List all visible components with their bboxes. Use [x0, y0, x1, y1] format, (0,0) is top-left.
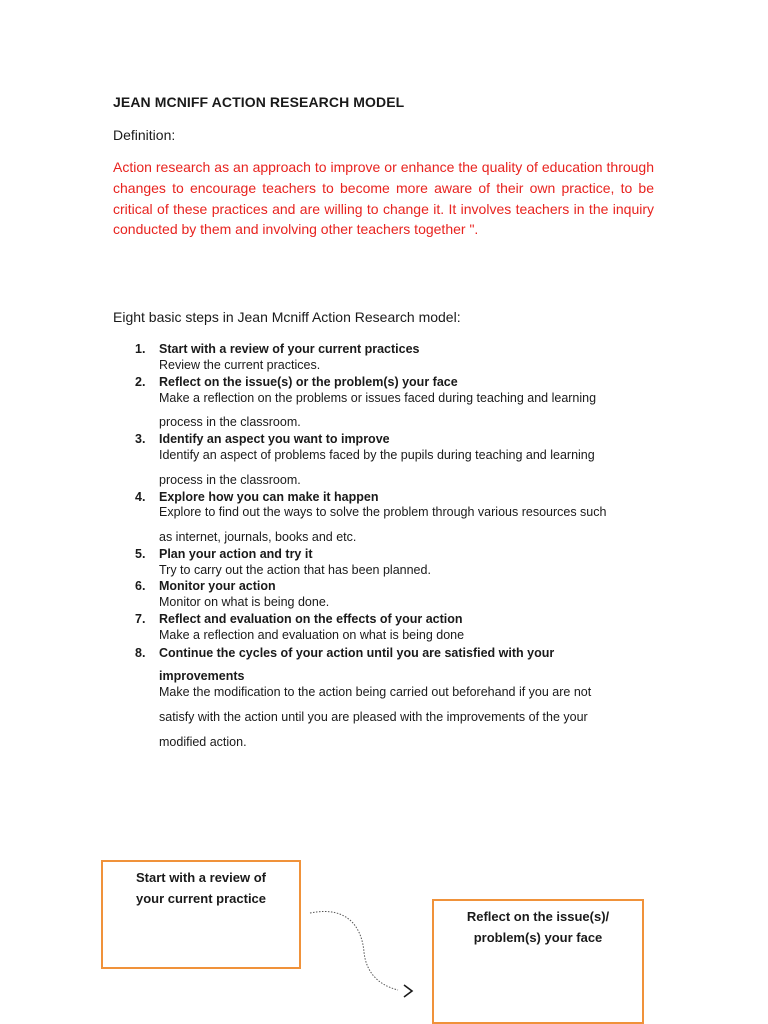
flow-box-text: Reflect on the issue(s)/	[466, 909, 610, 924]
chevron-right-icon	[404, 985, 412, 997]
flow-box-text: problem(s) your face	[473, 929, 603, 945]
step-description: Explore to find out the ways to solve the problem through various resources such	[159, 505, 607, 519]
definition-label: Definition:	[113, 127, 176, 143]
step-description: process in the classroom.	[159, 473, 301, 487]
document-title: JEAN MCNIFF ACTION RESEARCH MODEL	[113, 94, 405, 110]
step-title: Reflect on the issue(s) or the problem(s) your face	[159, 375, 458, 389]
step-number: 6.	[135, 579, 146, 593]
step-description: modified action.	[159, 735, 247, 749]
step-title: Start with a review of your current practices	[159, 342, 420, 356]
step-description: Monitor on what is being done.	[159, 595, 330, 609]
steps-intro: Eight basic steps in Jean Mcniff Action Research model:	[113, 309, 461, 325]
step-number: 7.	[135, 612, 146, 626]
step-number: 4.	[135, 490, 146, 504]
step-description: process in the classroom.	[159, 415, 301, 429]
step-title: Reflect and evaluation on the effects of your action	[159, 612, 463, 626]
step-description: Try to carry out the action that has been planned.	[159, 563, 431, 577]
step-number: 2.	[135, 375, 146, 389]
step-number: 1.	[135, 342, 146, 356]
flow-box-text: your current practice	[135, 890, 267, 906]
step-number: 3.	[135, 432, 146, 446]
step-title: Continue the cycles of your action until you are satisfied with your	[159, 646, 555, 660]
step-title: Plan your action and try it	[159, 547, 313, 561]
step-description: as internet, journals, books and etc.	[159, 530, 357, 544]
step-number: 8.	[135, 646, 146, 660]
step-title: Identify an aspect you want to improve	[159, 432, 390, 446]
step-description: satisfy with the action until you are pleased with the improvements of the your	[159, 710, 588, 724]
step-title: Explore how you can make it happen	[159, 490, 379, 504]
step-description: Make the modification to the action being carried out beforehand if you are not	[159, 685, 592, 699]
step-title: Monitor your action	[159, 579, 276, 593]
step-title: improvements	[159, 669, 245, 683]
step-description: Make a reflection and evaluation on what is being done	[159, 628, 465, 642]
step-description: Make a reflection on the problems or issues faced during teaching and learning	[159, 391, 597, 405]
flow-box-reflect-issues	[432, 899, 644, 1024]
step-description: Identify an aspect of problems faced by the pupils during teaching and learning	[159, 448, 595, 462]
definition-text: Action research as an approach to improve or enhance the quality of education through changes to encourage teachers to become more aware of their own practice, to be critical of these practices and are willing to change it. It involves teachers in the inquiry conducted by them and involving other teachers together ".	[113, 159, 654, 238]
step-number: 5.	[135, 547, 146, 561]
flow-box-text: Start with a review of	[135, 870, 267, 885]
step-description: Review the current practices.	[159, 358, 321, 372]
